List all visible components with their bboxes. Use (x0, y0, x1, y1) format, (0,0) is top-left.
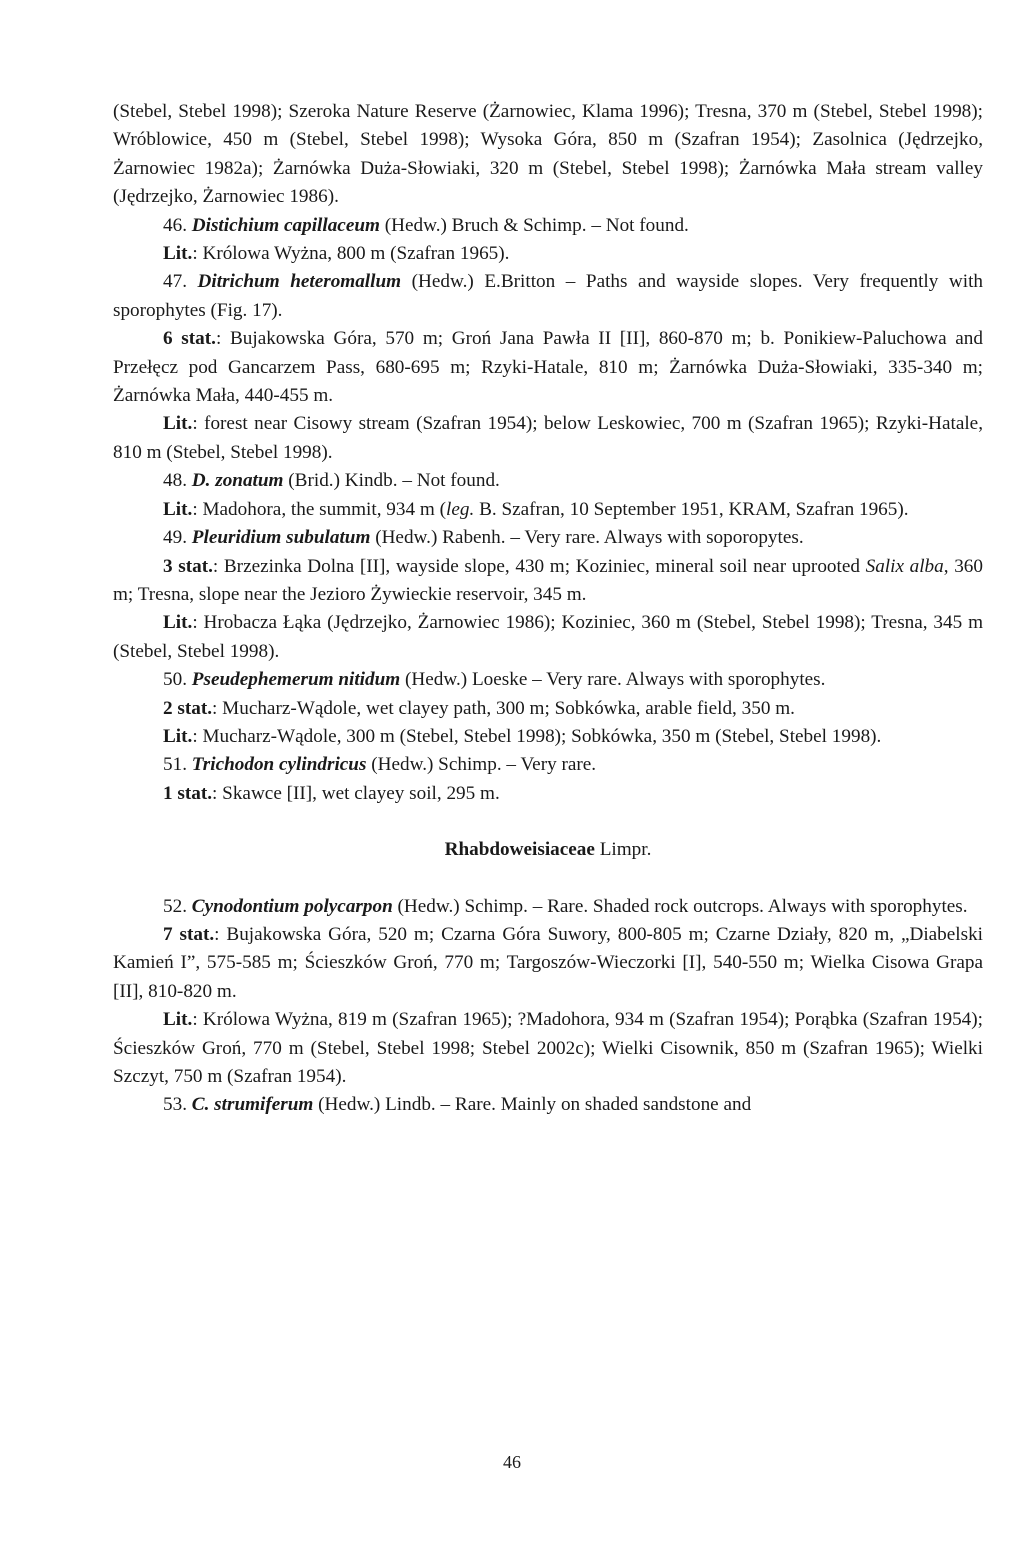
literature-entry: Lit.: Królowa Wyżna, 819 m (Szafran 1965); ?Madohora, 934 m (Szafran 1954); Porąbka (Szafran 1954); Ścieszków Groń, 770 m (Stebel, Stebel 1998; Stebel 2002c); Wielki Cisownik, 850 m (Szafran 1965); Wielki Szczyt, 750 m (Szafran 1954). (113, 1009, 983, 1087)
species-name: D. zonatum (191, 470, 284, 492)
text-body (113, 98, 983, 1120)
species-entry-50: 50. Pseudephemerum nitidum (Hedw.) Loeske – Very rare. Always with sporophytes. (163, 669, 826, 691)
stations-entry: 1 stat.: Skawce [II], wet clayey soil, 295 m. (163, 782, 500, 804)
species-name: Cynodontium polycarpon (191, 895, 393, 917)
literature-entry: Lit.: Hrobacza Łąka (Jędrzejko, Żarnowiec 1986); Koziniec, 360 m (Stebel, Stebel 1998); Tresna, 345 m (Stebel, Stebel 1998). (113, 612, 983, 662)
literature-entry: Lit.: Mucharz-Wądole, 300 m (Stebel, Stebel 1998); Sobkówka, 350 m (Stebel, Stebel 1998). (163, 725, 882, 747)
stations-entry: 7 stat.: Bujakowska Góra, 520 m; Czarna Góra Suwory, 800-805 m; Czarne Działy, 820 m, „Diabelski Kamień I”, 575-585 m; Ścieszków Groń, 770 m; Targoszów-Wieczorki [I], 540-550 m; Wielka Cisowa Grapa [II], 810-820 m. (113, 923, 984, 1002)
species-entry-53: 53. C. strumiferum (Hedw.) Lindb. – Rare. Mainly on shaded sandstone and (163, 1094, 752, 1116)
species-name: Trichodon cylindricus (191, 754, 367, 776)
species-name: Pleuridium subulatum (191, 527, 371, 549)
stations-entry: 6 stat.: Bujakowska Góra, 570 m; Groń Jana Pawła II [II], 860-870 m; b. Ponikiew-Paluchowa and Przełęcz pod Gancarzem Pass, 680-695 m; Rzyki-Hatale, 810 m; Żarnówka Duża-Słowiaki, 335-340 m; Żarnówka Mała, 440-455 m. (113, 328, 983, 407)
species-name: Ditrichum heteromallum (197, 271, 402, 293)
species-entry-52: 52. Cynodontium polycarpon (Hedw.) Schimp. – Rare. Shaded rock outcrops. Always with sporophytes. (163, 895, 968, 917)
stations-entry: 2 stat.: Mucharz-Wądole, wet clayey path, 300 m; Sobkówka, arable field, 350 m. (163, 697, 795, 719)
literature-entry: Lit.: forest near Cisowy stream (Szafran 1954); below Leskowiec, 700 m (Szafran 1965); Rzyki-Hatale, 810 m (Stebel, Stebel 1998). (113, 413, 983, 463)
species-name: Pseudephemerum nitidum (191, 669, 401, 691)
species-entry-51: 51. Trichodon cylindricus (Hedw.) Schimp. – Very rare. (163, 754, 597, 776)
species-entry-49: 49. Pleuridium subulatum (Hedw.) Rabenh. – Very rare. Always with soporopytes. (163, 527, 804, 549)
page-number: 46 (503, 1452, 521, 1472)
paragraph-continuation: (Stebel, Stebel 1998); Szeroka Nature Reserve (Żarnowiec, Klama 1996); Tresna, 370 m (Stebel, Stebel 1998); Wróblowice, 450 m (Stebel, Stebel 1998); Wysoka Góra, 850 m (Szafran 1954); Zasolnica (Jędrzejko, Żarnowiec 1982a); Żarnówka Duża-Słowiaki, 320 m (Stebel, Stebel 1998); Żarnówka Mała stream valley (Jędrzejko, Żarnowiec 1986). (113, 101, 983, 208)
species-name: C. strumiferum (191, 1094, 314, 1116)
species-entry-47: 47. Ditrichum heteromallum (Hedw.) E.Britton – Paths and wayside slopes. Very frequently with sporophytes (Fig. 17). (113, 271, 983, 321)
stations-entry: 3 stat.: Brzezinka Dolna [II], wayside slope, 430 m; Koziniec, mineral soil near uprooted Salix alba, 360 m; Tresna, slope near the Jezioro Żywieckie reservoir, 345 m. (113, 555, 983, 605)
family-heading: Rhabdoweisiaceae Limpr. (444, 839, 652, 861)
species-entry-48: 48. D. zonatum (Brid.) Kindb. – Not found. (163, 470, 500, 492)
literature-entry: Lit.: Madohora, the summit, 934 m (leg. B. Szafran, 10 September 1951, KRAM, Szafran 1965). (163, 498, 909, 520)
species-name: Distichium capillaceum (191, 214, 380, 236)
species-entry-46: 46. Distichium capillaceum (Hedw.) Bruch & Schimp. – Not found. (163, 214, 689, 236)
literature-entry: Lit.: Królowa Wyżna, 800 m (Szafran 1965). (163, 243, 510, 265)
